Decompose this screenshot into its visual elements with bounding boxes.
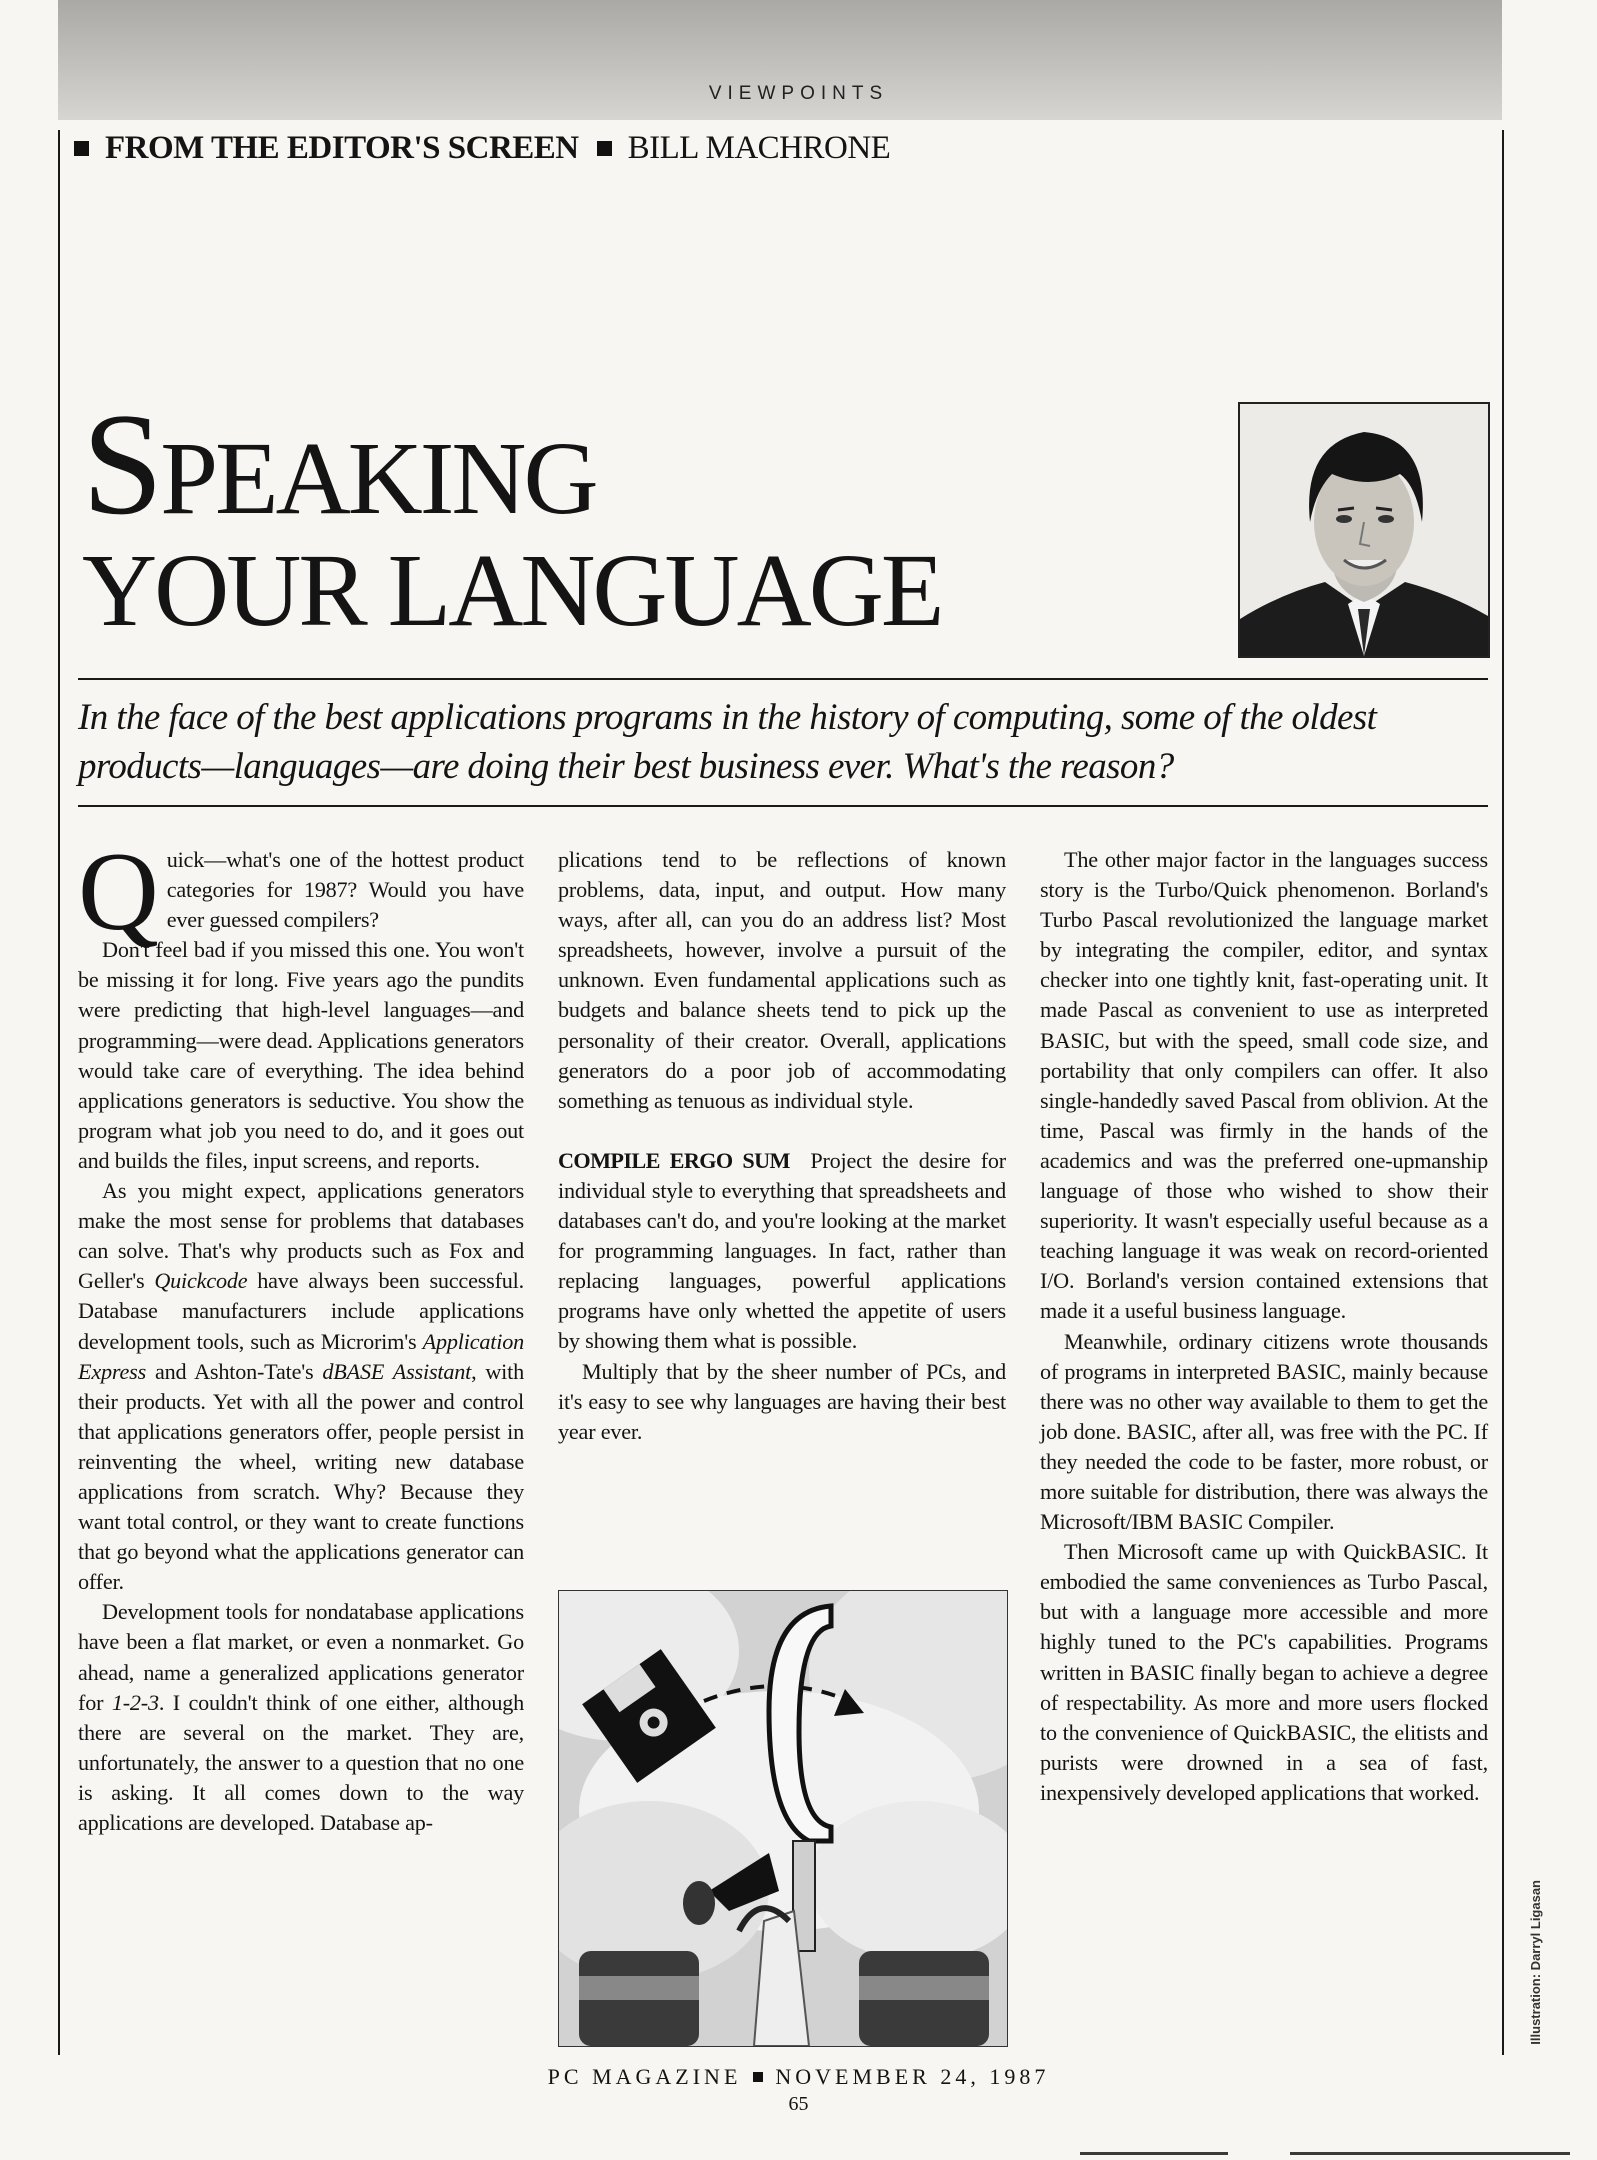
bullet-icon xyxy=(753,2072,763,2082)
paragraph: Multiply that by the sheer number of PCs, and it's easy to see why languages are having their best year ever. xyxy=(558,1358,1006,1444)
left-border xyxy=(58,130,60,2055)
deck-rule-top xyxy=(78,678,1488,680)
column-header xyxy=(74,130,890,167)
section-label: VIEWPOINTS xyxy=(708,83,889,104)
subhead: COMPILE ERGO SUM xyxy=(558,1147,790,1173)
column-2 xyxy=(558,845,1006,1447)
right-border xyxy=(1502,130,1504,2055)
column-name: FROM THE EDITOR'S SCREEN xyxy=(105,130,579,166)
title-line1: PEAKING xyxy=(160,421,596,536)
magazine-name: PC MAGAZINE xyxy=(547,2064,742,2089)
illustration-credit: Illustration: Darryl Ligasan xyxy=(1528,1880,1543,2045)
page-number: 65 xyxy=(788,2093,809,2115)
article-title xyxy=(82,383,942,648)
drop-cap: Q xyxy=(78,830,159,954)
paragraph: Don't feel bad if you missed this one. You won't be missing it for long. Five years ago the pundits were predicting that high-level languages—and programming—were dead. Applications generators would take care of everything. The idea behind applications generators is seductive. You show the program what job you need to do, and it goes out and builds the files, input screens, and reports. xyxy=(78,937,524,1173)
article-illustration xyxy=(558,1590,1008,2047)
paragraph: COMPILE ERGO SUM Project the desire for individual style to everything that spreadsheets and databases can't do, and you're looking at the market for programming languages. In fact, rather than replacing languages, powerful applications programs have only whetted the appetite of users by showing them what is possible. xyxy=(558,1147,1006,1354)
paragraph: The other major factor in the languages success story is the Turbo/Quick phenomenon. Borland's Turbo Pascal revolutionized the language market by integrating the compiler, editor, and syntax checker into one tightly knit, fast-operating unit. It made Pascal as convenient to use as interpreted BASIC, but with the speed, small code size, and portability that only compilers can offer. It also single-handedly saved Pascal from oblivion. At the time, Pascal was firmly in the hands of the academics and was the preferred one-upmanship language of those who wished to show their superiority. It wasn't especially useful because as a teaching language it was weak on record-oriented I/O. Borland's version contained extensions that made it a useful business language. xyxy=(1040,847,1488,1324)
paragraph: Then Microsoft came up with QuickBASIC. It embodied the same conveniences as Turbo Pascal, but with a language more accessible and more highly tuned to the PC's capabilities. Programs written in BASIC finally began to achieve a degree of respectability. As more and more users flocked to the convenience of QuickBASIC, the elitists and purists were drowned in a sea of fast, inexpensively developed applications that worked. xyxy=(1040,1539,1488,1805)
paragraph: plications tend to be reflections of known problems, data, input, and output. How many ways, after all, can you do an address list? Most spreadsheets, however, involve a pursuit of the unknown. Even fundamental applications such as budgets and balance sheets tend to pick up the personality of their creator. Overall, applications generators do a poor job of accommodating something as tenuous as individual style. xyxy=(558,847,1006,1113)
paragraph: Development tools for nondatabase applications have been a flat market, or even a nonmarket. Go ahead, name a generalized applications generator for 1-2-3. I couldn't think of one either, although there are several on the market. They are, unfortunately, the answer to a question that no one is asking. It all comes down to the way applications are developed. Database ap- xyxy=(78,1599,524,1835)
bullet-icon xyxy=(74,141,89,156)
column-1 xyxy=(78,830,525,1838)
author-name: BILL MACHRONE xyxy=(627,130,891,166)
bullet-icon xyxy=(597,141,612,156)
column-3 xyxy=(1040,845,1488,1808)
scan-mark xyxy=(1080,2152,1228,2155)
scan-mark xyxy=(1290,2152,1570,2155)
title-line2: YOUR LANGUAGE xyxy=(82,533,942,648)
paragraph: As you might expect, applications generators make the most sense for problems that databases can solve. That's why products such as Fox and Geller's Quickcode have always been successful. Database manufacturers include applications development tools, such as Microrim's Application Express and Ashton-Tate's dBASE Assistant, with their products. Yet with all the power and control that applications generators offer, people persist in reinventing the wheel, writing new database applications from scratch. Why? Because they want total control, or they want to create functions that go beyond what the applications generator can offer. xyxy=(78,1178,525,1595)
paragraph: Meanwhile, ordinary citizens wrote thousands of programs in interpreted BASIC, mainly because there was no other way available to them to get the job done. BASIC, after all, was free with the PC. If they needed the code to be faster, more robust, or more suitable for distribution, there was always the Microsoft/IBM BASIC Compiler. xyxy=(1040,1328,1488,1535)
deck-subtitle: In the face of the best applications programs in the history of computing, some of the oldest products—languages—are doing their best business ever. What's the reason? xyxy=(78,697,1377,787)
deck-rule-bottom xyxy=(78,805,1488,807)
author-photo xyxy=(1238,402,1490,658)
issue-date: NOVEMBER 24, 1987 xyxy=(775,2064,1050,2089)
title-initial: S xyxy=(82,383,161,545)
page-footer xyxy=(0,2064,1597,2090)
paragraph: Quick—what's one of the hottest product categories for 1987? Would you have ever guessed compilers? xyxy=(78,830,524,954)
